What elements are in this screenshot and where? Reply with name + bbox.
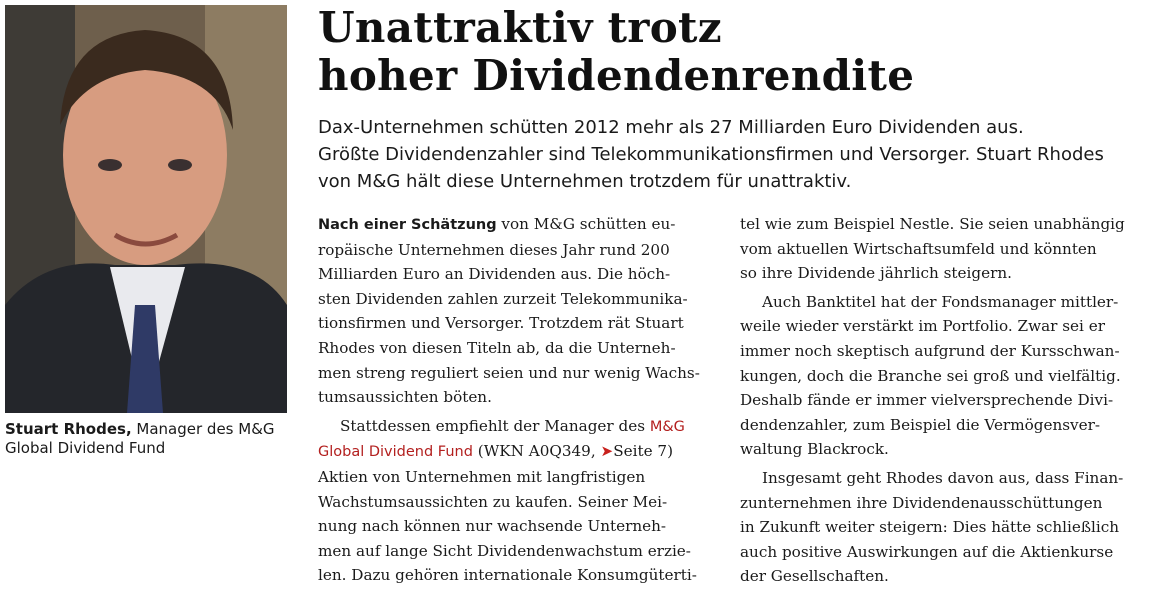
text-segment: der Gesellschaften. <box>740 567 889 586</box>
text-segment: men streng reguliert seien und nur wenig Wachs- <box>318 363 700 382</box>
text-line <box>318 539 718 564</box>
fund-name-highlight: M&G <box>649 418 685 435</box>
text-line <box>740 388 1140 413</box>
text-segment: Milliarden Euro an Dividenden aus. Die höch- <box>318 265 671 284</box>
text-line <box>740 437 1140 462</box>
text-segment: dendenzahler, zum Beispiel die Vermögensver- <box>740 415 1100 434</box>
paragraph <box>318 414 718 588</box>
text-line <box>740 491 1140 516</box>
text-line <box>740 540 1140 565</box>
text-line <box>740 339 1140 364</box>
text-segment: kungen, doch die Branche sei groß und vielfältig. <box>740 366 1121 385</box>
text-line <box>318 238 718 263</box>
arrow-icon: ➤ <box>600 442 614 461</box>
text-segment: len. Dazu gehören internationale Konsumgüterti- <box>318 566 697 585</box>
body-column-1 <box>318 212 718 592</box>
text-line <box>740 466 1140 491</box>
text-line <box>318 311 718 336</box>
lead-line: Größte Dividendenzahler sind Telekommunikationsfirmen und Versorger. Stuart Rhodes <box>318 144 1104 165</box>
text-segment: nung nach können nur wachsende Unterneh- <box>318 517 667 536</box>
text-segment: auch positive Auswirkungen auf die Aktienkurse <box>740 542 1114 561</box>
text-line <box>318 385 718 410</box>
caption-fund: Global Dividend Fund <box>5 439 166 457</box>
text-line <box>740 290 1140 315</box>
text-segment: weile wieder verstärkt im Portfolio. Zwar sei er <box>740 317 1105 336</box>
text-line <box>740 237 1140 262</box>
text-segment: Rhodes von diesen Titeln ab, da die Unterneh- <box>318 338 676 357</box>
text-segment: ropäische Unternehmen dieses Jahr rund 200 <box>318 240 670 259</box>
text-segment: vom aktuellen Wirtschaftsumfeld und könnten <box>740 239 1097 258</box>
paragraph <box>740 290 1140 462</box>
text-segment: in Zukunft weiter steigern: Dies hätte schließlich <box>740 518 1120 537</box>
text-segment: Aktien von Unternehmen mit langfristigen <box>318 467 646 486</box>
article-headline <box>318 4 914 100</box>
text-line <box>318 465 718 490</box>
body-column-2 <box>740 212 1140 593</box>
text-segment: Insgesamt geht Rhodes davon aus, dass Finan- <box>762 468 1124 487</box>
text-segment: tumsaussichten böten. <box>318 388 492 407</box>
headline-line: hoher Dividendenrendite <box>318 51 915 100</box>
caption-role: Manager des M&G <box>131 420 275 438</box>
portrait-photo <box>5 5 287 413</box>
text-segment: Stattdessen empfiehlt der Manager des <box>340 416 650 435</box>
text-line <box>318 262 718 287</box>
lead-line: von M&G hält diese Unternehmen trotzdem für unattraktiv. <box>318 171 852 192</box>
article-lead <box>318 114 1104 195</box>
text-line <box>740 261 1140 286</box>
lead-in-bold: Nach einer Schätzung <box>318 217 497 233</box>
text-segment: immer noch skeptisch aufgrund der Kursschwan- <box>740 341 1120 360</box>
text-segment: (WKN A0Q349, <box>472 442 601 461</box>
text-line <box>740 364 1140 389</box>
caption-name: Stuart Rhodes, <box>5 420 132 438</box>
text-segment: Seite 7) <box>613 442 673 461</box>
paragraph <box>740 212 1140 286</box>
text-line <box>740 413 1140 438</box>
paragraph <box>740 466 1140 589</box>
text-line <box>318 514 718 539</box>
portrait-image-icon <box>5 5 287 413</box>
lead-line: Dax-Unternehmen schütten 2012 mehr als 27 Milliarden Euro Dividenden aus. <box>318 117 1024 138</box>
text-line <box>318 212 718 238</box>
text-segment: sten Dividenden zahlen zurzeit Telekommunika- <box>318 289 688 308</box>
headline-line: Unattraktiv trotz <box>318 3 722 52</box>
photo-caption <box>5 420 290 458</box>
text-line <box>318 361 718 386</box>
text-segment: so ihre Dividende jährlich steigern. <box>740 264 1012 283</box>
text-line <box>740 564 1140 589</box>
text-segment: waltung Blackrock. <box>740 440 889 459</box>
text-line <box>740 212 1140 237</box>
text-line <box>318 336 718 361</box>
text-line <box>318 563 718 588</box>
text-segment: Auch Banktitel hat der Fondsmanager mittler- <box>762 292 1119 311</box>
text-line <box>318 414 718 440</box>
fund-name-highlight: Global Dividend Fund <box>318 444 473 461</box>
text-segment: men auf lange Sicht Dividendenwachstum erzie- <box>318 541 691 560</box>
text-segment: Wachstumsaussichten zu kaufen. Seiner Mei- <box>318 492 668 511</box>
text-line <box>318 287 718 312</box>
text-segment: tel wie zum Beispiel Nestle. Sie seien unabhängig <box>740 215 1125 233</box>
text-segment: Deshalb fände er immer vielversprechende Divi- <box>740 391 1114 410</box>
text-segment: zunternehmen ihre Dividendenausschüttungen <box>740 493 1103 512</box>
text-line <box>740 314 1140 339</box>
paragraph <box>318 212 718 410</box>
text-line <box>318 439 718 465</box>
text-line <box>318 490 718 515</box>
text-segment: tionsfirmen und Versorger. Trotzdem rät Stuart <box>318 314 684 333</box>
text-line <box>740 515 1140 540</box>
text-segment: von M&G schütten eu- <box>496 215 676 233</box>
